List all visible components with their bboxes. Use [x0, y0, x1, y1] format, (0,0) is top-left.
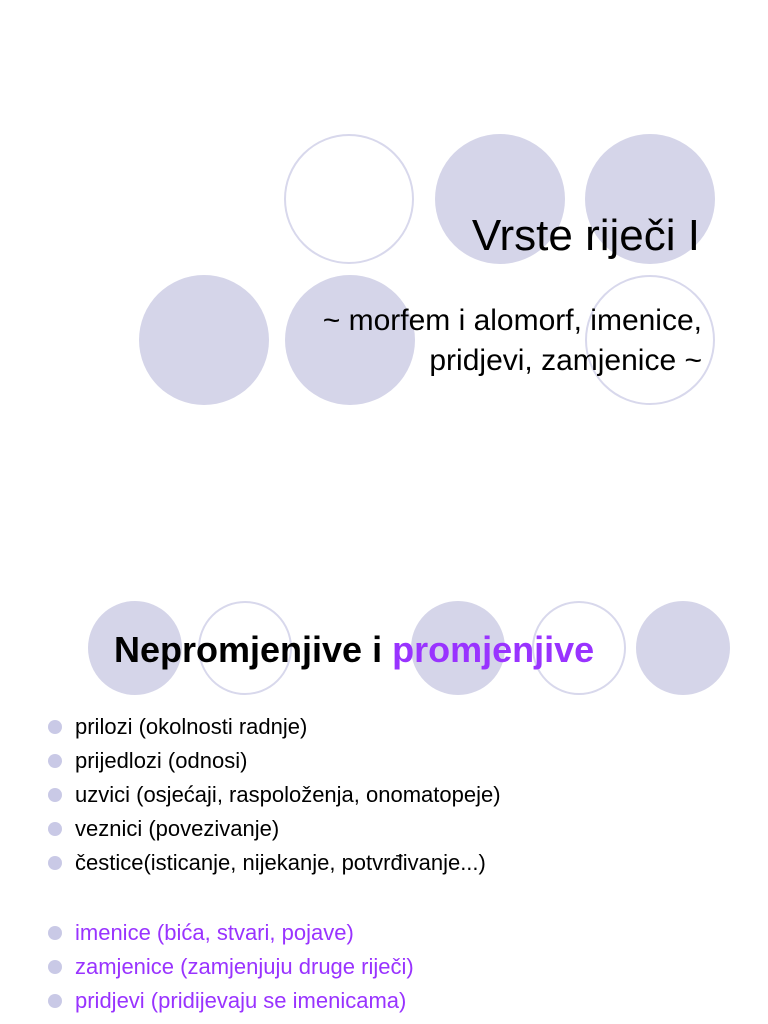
bullet-icon: [48, 822, 62, 836]
list-item-text: prijedlozi (odnosi): [75, 748, 248, 773]
bullet-icon: [48, 926, 62, 940]
invariable-words-list: [48, 710, 501, 880]
list-item-text: veznici (povezivanje): [75, 816, 280, 841]
heading-accent-text: promjenjive: [392, 629, 595, 670]
bullet-icon: [48, 856, 62, 870]
list-item-text: uzvici (osjećaji, raspoloženja, onomatopeje): [75, 782, 501, 807]
decorative-circle-outline: [284, 134, 414, 264]
subtitle-line: pridjevi, zamjenice ~: [429, 344, 702, 377]
list-item: [48, 984, 414, 1018]
decorative-circle-filled: [139, 275, 269, 405]
bullet-icon: [48, 720, 62, 734]
subtitle-line: ~ morfem i alomorf, imenice,: [322, 304, 702, 337]
slide-title: Vrste riječi I: [471, 211, 700, 260]
list-item-text: pridjevi (pridijevaju se imenicama): [75, 988, 407, 1013]
content-slide: [0, 512, 768, 1024]
slide-heading: [114, 628, 594, 672]
bullet-icon: [48, 754, 62, 768]
bullet-icon: [48, 994, 62, 1008]
list-item-text: prilozi (okolnosti radnje): [75, 714, 308, 739]
variable-words-list: [48, 916, 414, 1018]
list-item-text: imenice (bića, stvari, pojave): [75, 920, 354, 945]
list-item: [48, 916, 414, 950]
slide-subtitle: [323, 301, 702, 381]
list-item: [48, 846, 501, 880]
list-item: [48, 812, 501, 846]
bullet-icon: [48, 788, 62, 802]
list-item: [48, 744, 501, 778]
list-item: [48, 950, 414, 984]
list-item-text: čestice(isticanje, nijekanje, potvrđivanje...): [75, 850, 486, 875]
bullet-icon: [48, 960, 62, 974]
decorative-circle-filled: [636, 601, 730, 695]
list-item: [48, 710, 501, 744]
list-item-text: zamjenice (zamjenjuju druge riječi): [75, 954, 414, 979]
list-item: [48, 778, 501, 812]
heading-text: Nepromjenjive i: [114, 629, 393, 670]
